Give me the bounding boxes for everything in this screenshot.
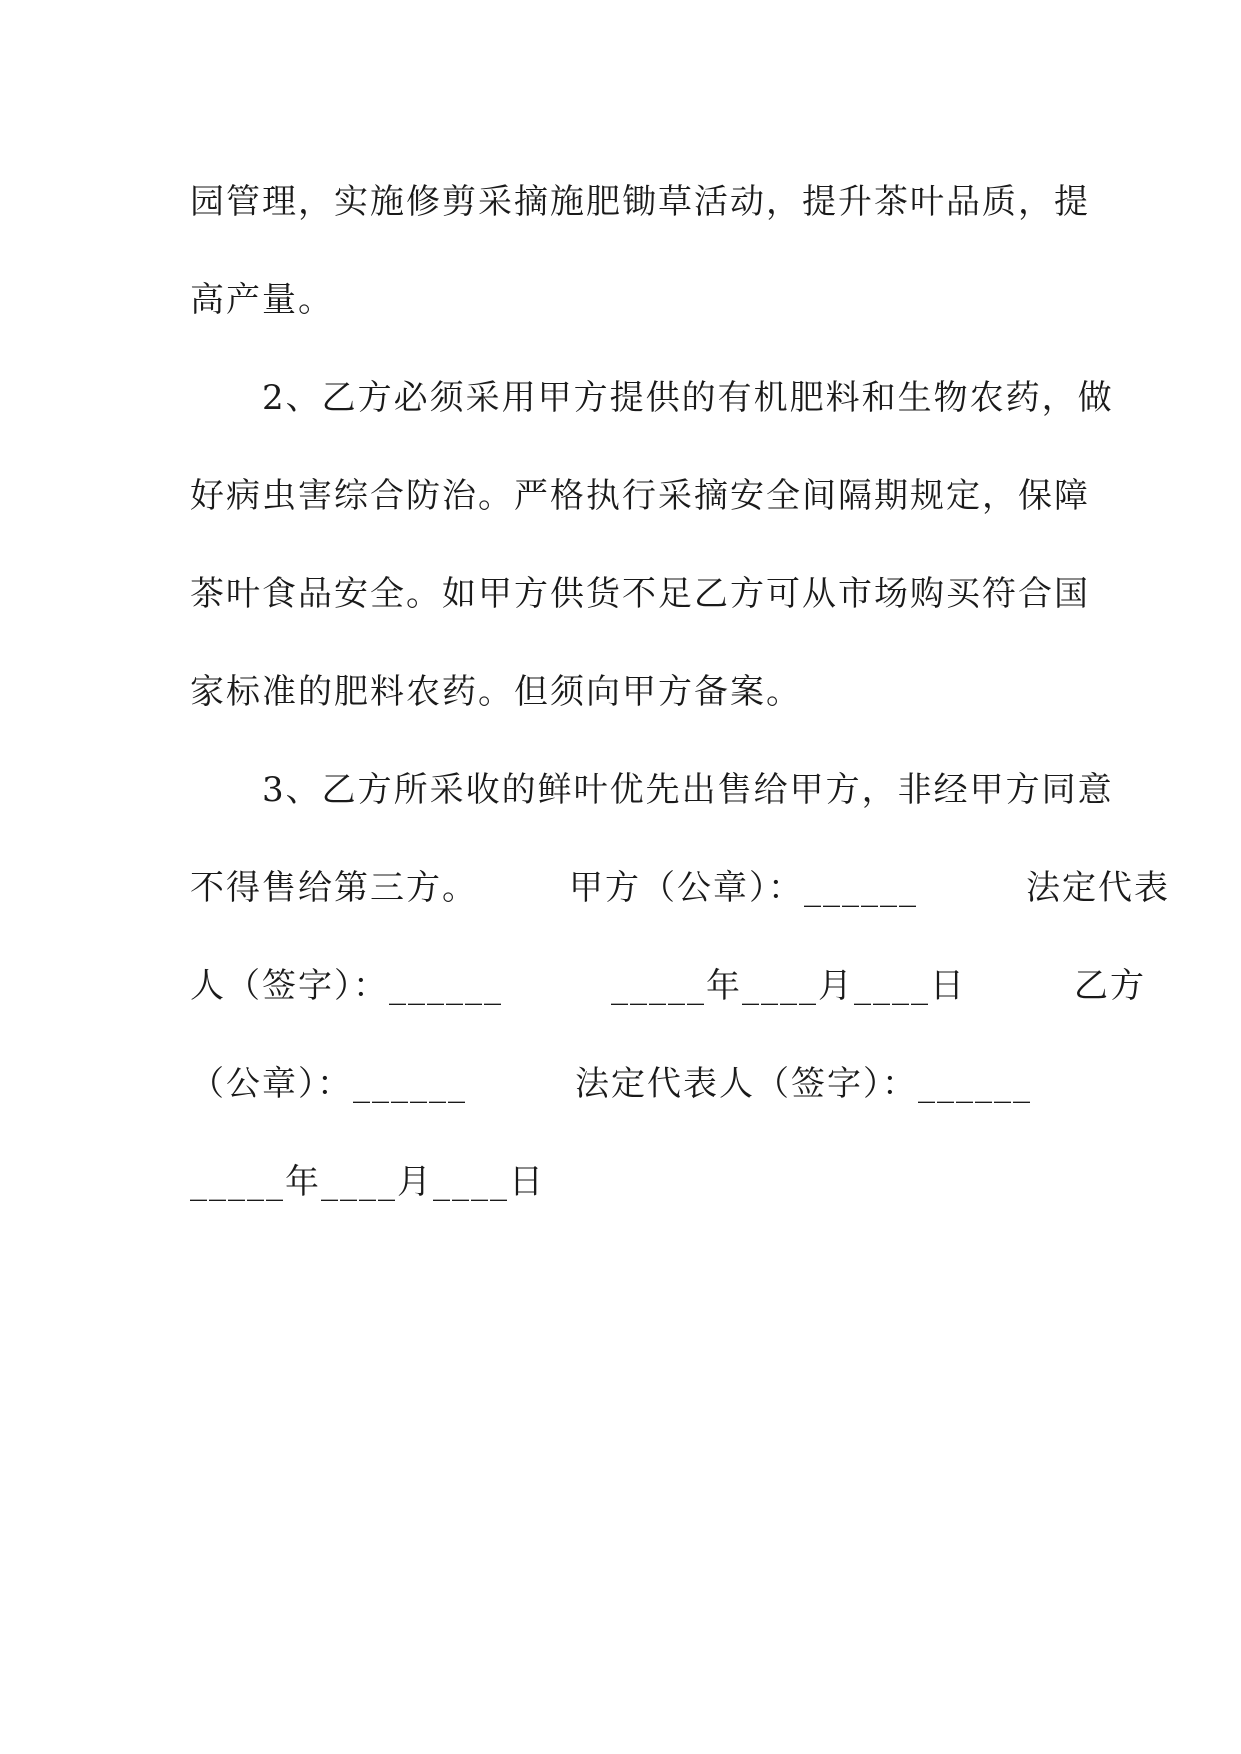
text-line: 人（签字）：______ _____年____月____日 乙方 (190, 966, 1146, 1006)
text-line: 茶叶食品安全。如甲方供货不足乙方可从市场购买符合国 (190, 574, 1090, 614)
text-line: （公章）：______ 法定代表人（签字）：______ (190, 1064, 1032, 1104)
text-line: 高产量。 (190, 280, 334, 320)
text-line: 3、乙方所采收的鲜叶优先出售给甲方，非经甲方同意 (190, 770, 1114, 810)
text-line: 好病虫害综合防治。严格执行采摘安全间隔期规定，保障 (190, 476, 1090, 516)
text-line: 2、乙方必须采用甲方提供的有机肥料和生物农药，做 (190, 378, 1114, 418)
text-line: 家标准的肥料农药。但须向甲方备案。 (190, 672, 802, 712)
text-line: 园管理，实施修剪采摘施肥锄草活动，提升茶叶品质，提 (190, 182, 1090, 222)
text-line: _____年____月____日 (190, 1162, 545, 1202)
text-line: 不得售给第三方。 甲方（公章）：______ 法定代表 (190, 868, 1170, 908)
